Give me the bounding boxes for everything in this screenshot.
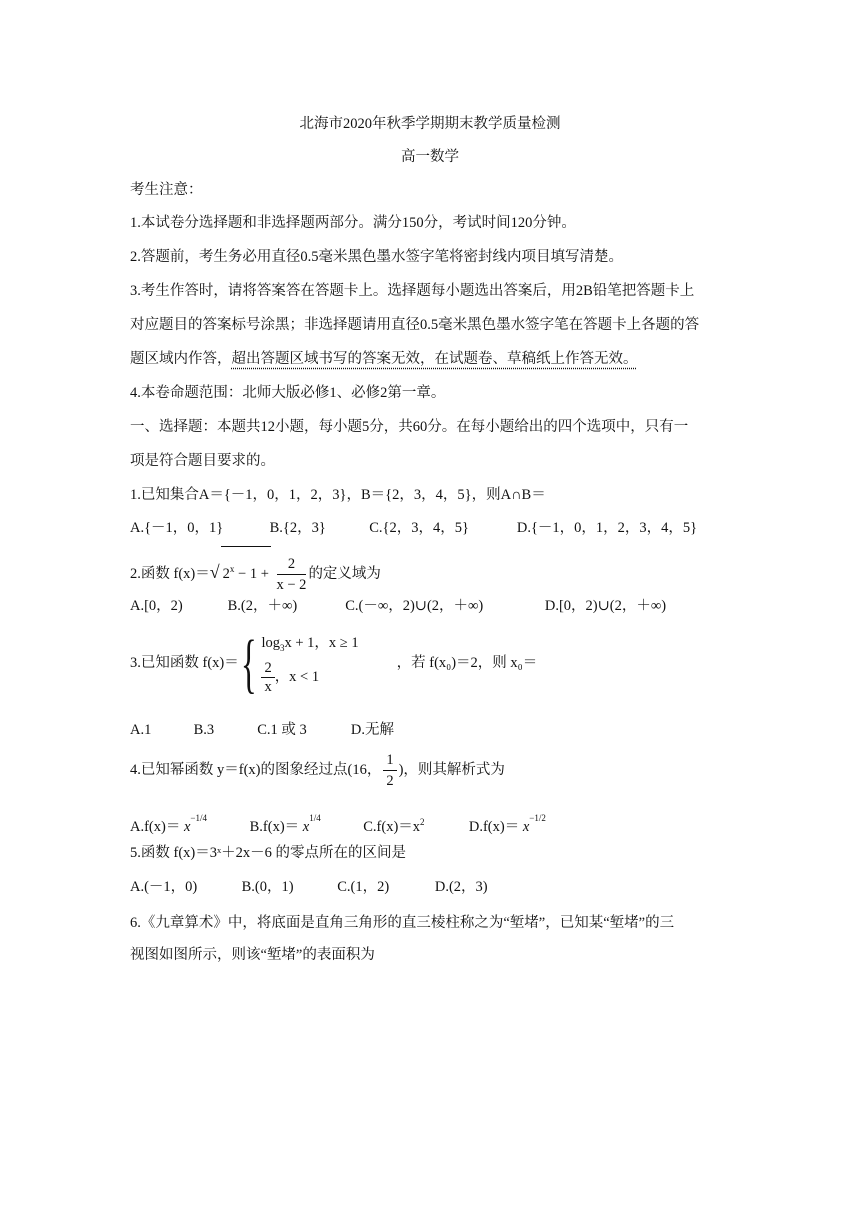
q4-option-c xyxy=(363,812,465,837)
question-5: 5.函数 f(x)＝3ˣ＋2x－6 的零点所在的区间是 xyxy=(130,845,407,861)
q4-option-d xyxy=(469,808,546,837)
q4-d-exp: −1/2 xyxy=(529,813,546,823)
q4-b-label: B.f(x)＝ xyxy=(249,819,303,835)
q1-option-d: D.{－1，0，1，2，3，4，5} xyxy=(516,520,698,536)
q3-suffix: ，若 f(x₀)＝2，则 x₀＝ xyxy=(396,655,538,671)
question-5-options xyxy=(130,877,488,897)
q4-c-exp: 2 xyxy=(420,817,425,828)
brace-icon: { xyxy=(240,626,257,700)
q4-option-a xyxy=(130,808,246,837)
q2-option-b: B.(2，＋∞) xyxy=(227,598,298,614)
q4-b-exp: 1/4 xyxy=(309,813,321,823)
q5-option-b: B.(0，1) xyxy=(241,879,294,895)
q2-option-a: A.[0，2) xyxy=(130,598,183,614)
q4-frac-num: 1 xyxy=(383,750,396,771)
notice-3-end-emphasis: 超出答题区域书写的答案无效，在试题卷、草稿纸上作答无效。 xyxy=(231,351,638,367)
notice-4: 4.本卷命题范围：北师大版必修1、必修2第一章。 xyxy=(130,385,446,401)
q5-option-c: C.(1，2) xyxy=(337,879,390,895)
q3-case-1 xyxy=(261,632,358,659)
notice-3: 3.考生作答时，请将答案答在答题卡上。选择题每小题选出答案后，用2B铅笔把答题卡上 xyxy=(130,283,695,299)
q2-prefix: 2.函数 f(x)＝ xyxy=(130,565,210,582)
q3-case2-den: x xyxy=(264,678,272,695)
q4-a-label: A.f(x)＝ xyxy=(130,819,184,835)
question-3 xyxy=(130,626,538,700)
q2-suffix: 的定义域为 xyxy=(308,565,381,582)
q3-option-b: B.3 xyxy=(193,722,215,738)
q2-root-tail: − 1 + xyxy=(234,565,269,582)
q3-option-a: A.1 xyxy=(130,722,152,738)
q3-piecewise xyxy=(261,632,358,696)
q4-suffix: )，则其解析式为 xyxy=(398,762,505,778)
q4-a-base: x xyxy=(183,819,191,835)
question-1-options xyxy=(130,518,697,538)
q3-case1-rest: x + 1，x ≥ 1 xyxy=(284,634,359,651)
notice-3-cont: 对应题目的答案标号涂黑；非选择题请用直径0.5毫米黑色墨水签字笔在答题卡上各题的答 xyxy=(130,317,700,333)
notice-1: 1.本试卷分选择题和非选择题两部分。满分150分，考试时间120分钟。 xyxy=(130,215,576,231)
q3-case-2 xyxy=(261,659,358,696)
q4-frac-den: 2 xyxy=(386,773,394,790)
q1-option-b: B.{2，3} xyxy=(269,520,326,536)
q2-root-base: 2 xyxy=(222,565,230,582)
q3-case2-fraction xyxy=(261,659,274,696)
q3-case1-base: 3 xyxy=(279,642,285,653)
notice-title: 考生注意： xyxy=(130,182,203,198)
radical-sign: √ xyxy=(209,561,220,582)
q4-d-label: D.f(x)＝ xyxy=(468,819,523,835)
q2-radicand xyxy=(221,546,271,596)
q2-fraction xyxy=(277,554,307,595)
q3-case2-num: 2 xyxy=(261,659,274,678)
question-6: 6.《九章算术》中，将底面是直角三角形的直三棱柱称之为“堑堵”，已知某“堑堵”的三 xyxy=(130,915,675,931)
q4-d-base: x xyxy=(522,819,530,835)
q5-option-d: D.(2，3) xyxy=(434,879,488,895)
q4-prefix: 4.已知幂函数 y＝f(x)的图象经过点(16， xyxy=(130,762,382,778)
q3-option-d: D.无解 xyxy=(350,722,394,738)
q4-option-b xyxy=(250,808,360,837)
q5-option-a: A.(－1，0) xyxy=(130,879,198,895)
question-2-options xyxy=(130,596,666,616)
q4-fraction xyxy=(383,750,396,791)
question-2 xyxy=(130,546,381,596)
section-1-heading: 一、选择题：本题共12小题，每小题5分，共60分。在每小题给出的四个选项中，只有一 xyxy=(130,419,689,435)
notice-2: 2.答题前，考生务必用直径0.5毫米黑色墨水签字笔将密封线内项目填写清楚。 xyxy=(130,249,623,265)
q4-b-base: x xyxy=(302,819,310,835)
question-1: 1.已知集合A＝{－1，0，1，2，3}，B＝{2，3，4，5}，则A∩B＝ xyxy=(130,487,546,503)
q3-option-c: C.1 或 3 xyxy=(257,722,307,738)
notice-3-end-plain: 题区域内作答， xyxy=(130,351,232,367)
question-6-cont: 视图如图所示，则该“堑堵”的表面积为 xyxy=(130,947,375,963)
notice-3-end xyxy=(130,349,638,369)
exam-subject: 高一数学 xyxy=(401,149,459,165)
q4-c-label: C.f(x)＝x xyxy=(363,819,421,835)
q1-option-a: A.{－1，0，1} xyxy=(130,520,224,536)
q2-root-exp: x xyxy=(229,564,235,574)
q3-case2-cond: ，x < 1 xyxy=(274,668,320,685)
q2-frac-den: x − 2 xyxy=(276,577,307,593)
q3-case1-log: log xyxy=(261,634,280,651)
question-4 xyxy=(130,748,505,792)
question-3-options xyxy=(130,720,394,740)
section-1-heading-cont: 项是符合题目要求的。 xyxy=(130,453,275,469)
exam-title: 北海市2020年秋季学期期末教学质量检测 xyxy=(299,116,561,132)
q4-a-exp: −1/4 xyxy=(190,813,207,823)
q2-option-d: D.[0，2)∪(2，＋∞) xyxy=(544,598,667,614)
q1-option-c: C.{2，3，4，5} xyxy=(369,520,469,536)
question-4-options xyxy=(130,808,546,837)
q3-prefix: 3.已知函数 f(x)＝ xyxy=(130,655,239,671)
q2-option-c: C.(－∞，2)∪(2，＋∞) xyxy=(345,598,484,614)
q2-frac-num: 2 xyxy=(277,554,307,575)
